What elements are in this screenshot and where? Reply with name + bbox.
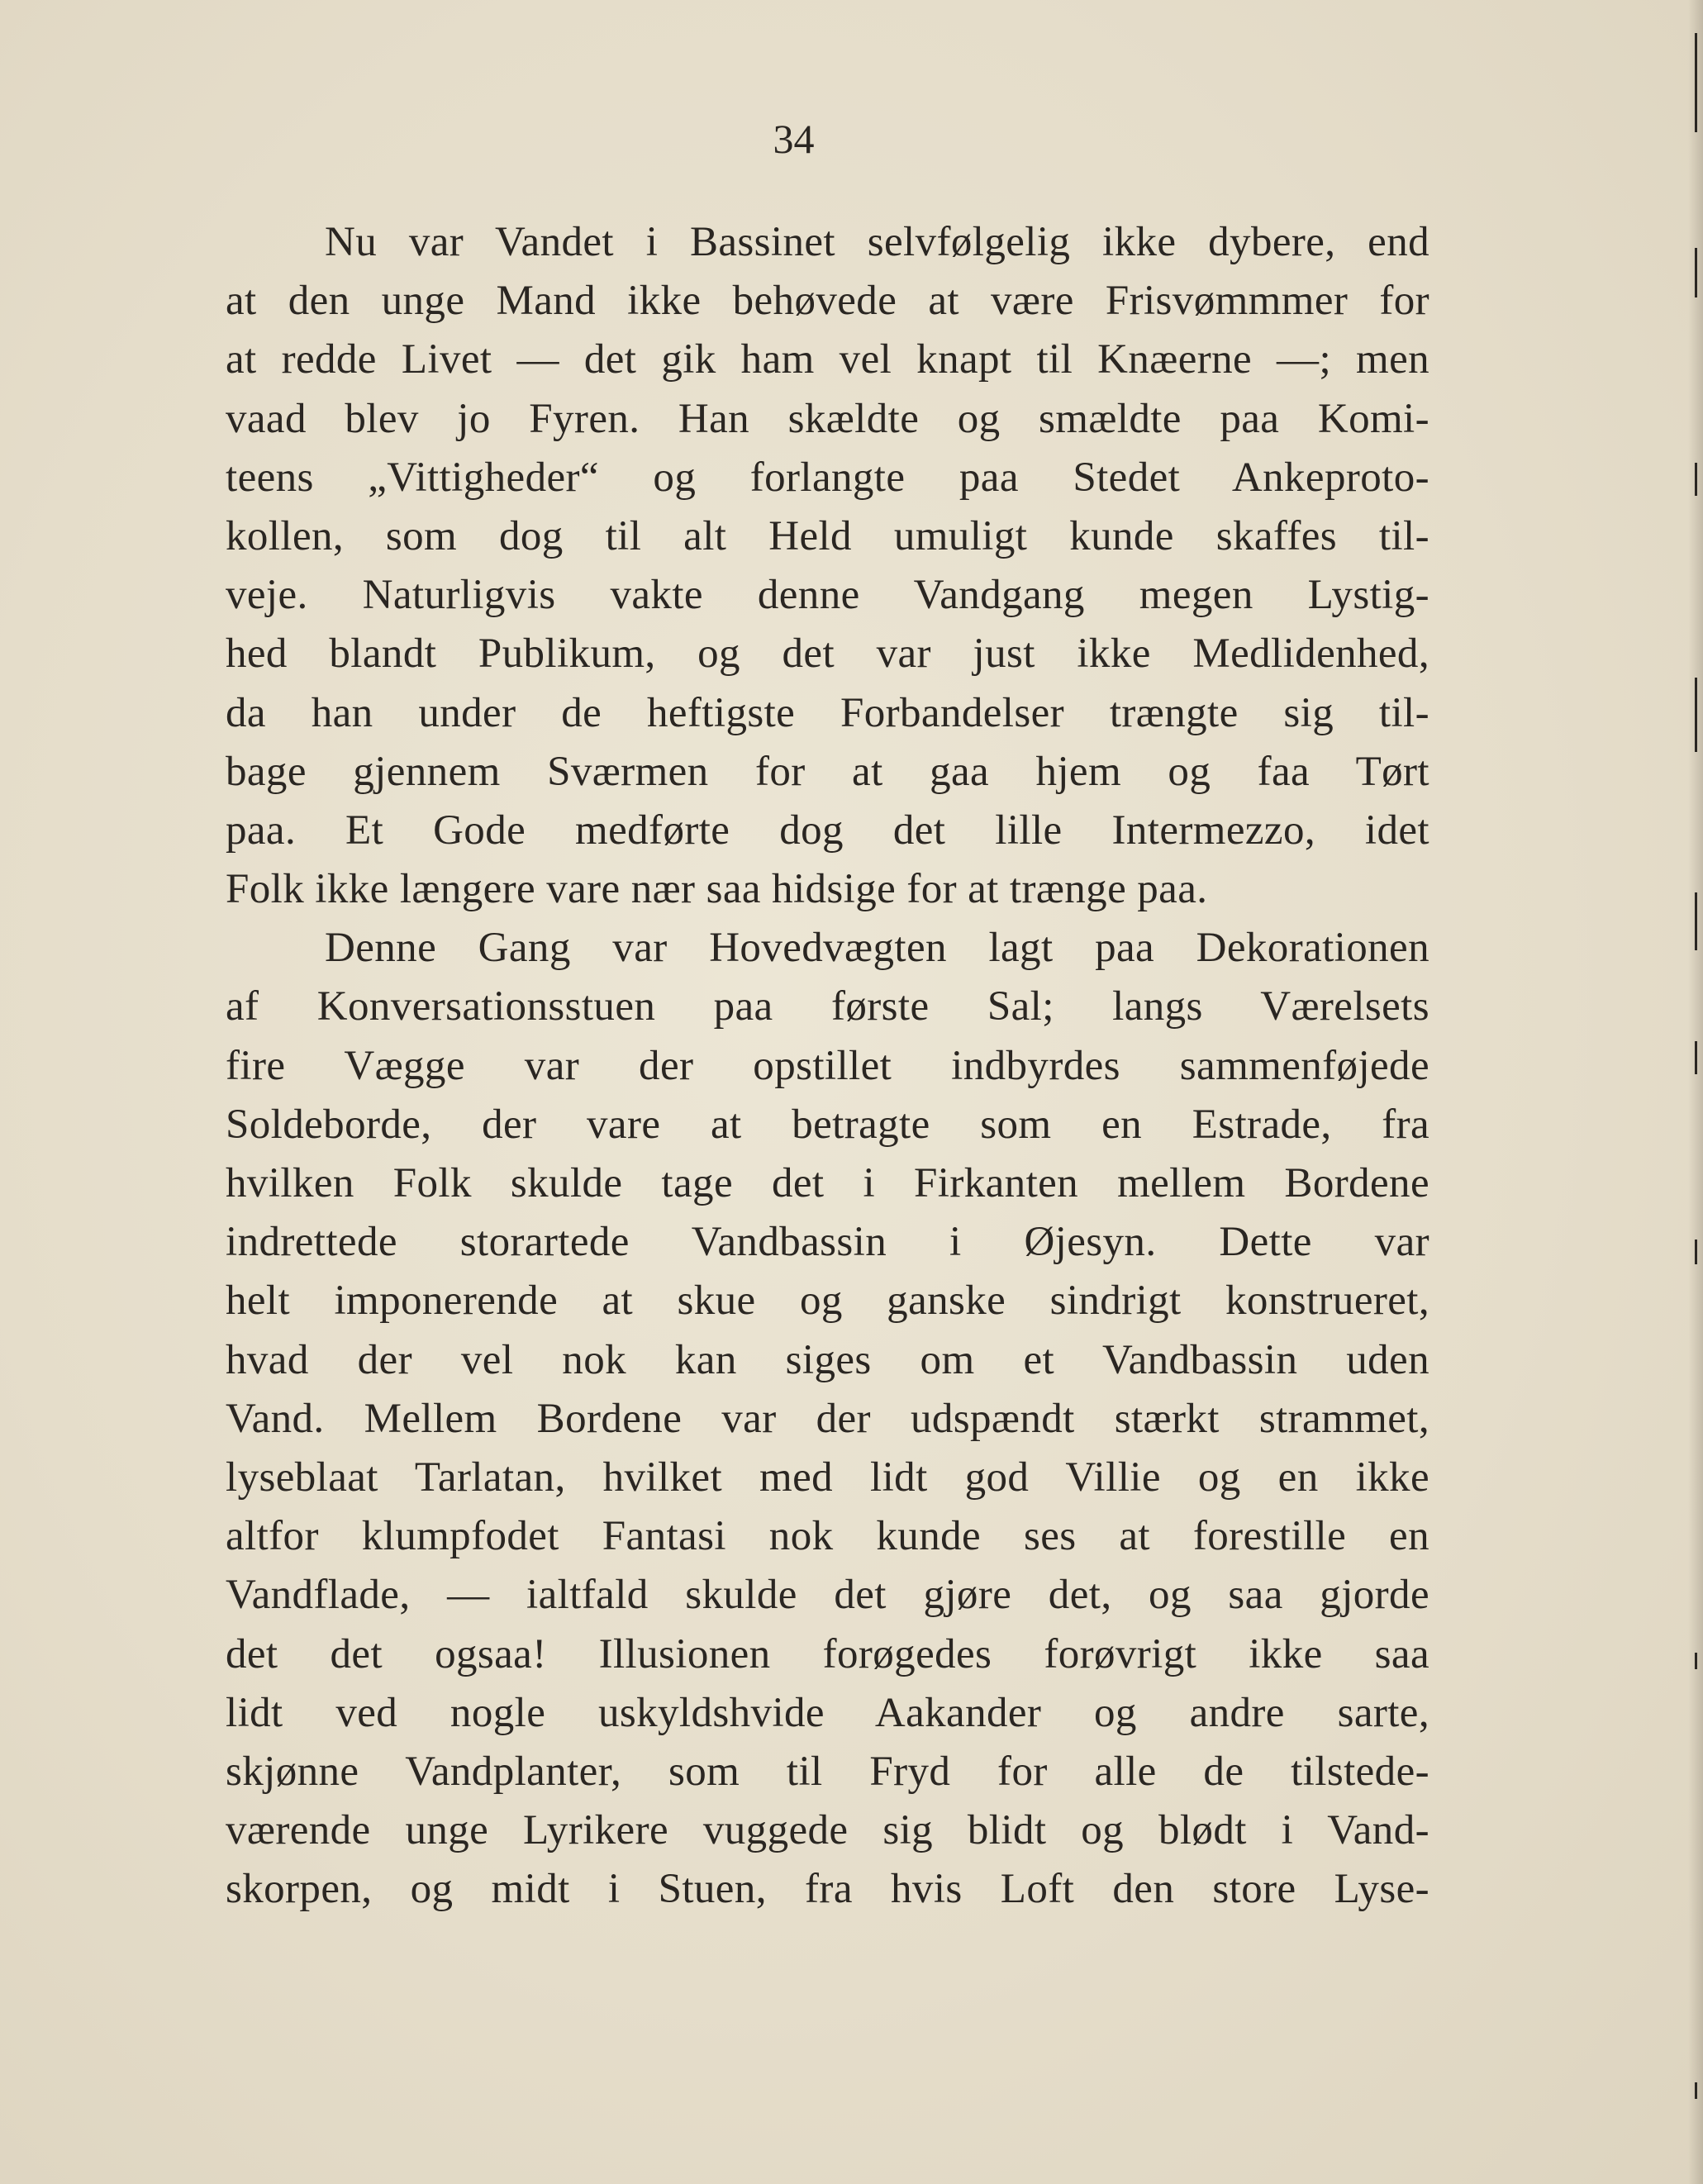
text-line: hvad der vel nok kan siges om et Vandbassin uden [226,1336,1429,1383]
page-number-text: 34 [773,116,815,162]
page-number [0,114,1703,164]
body-text [226,213,1429,1919]
text-line: altfor klumpfodet Fantasi nok kunde ses at forestille en [226,1513,1429,1560]
text-line: Soldeborde, der vare at betragte som en Estrade, fra [226,1101,1429,1148]
text-line: lyseblaat Tarlatan, hvilket med lidt god Villie og en ikke [226,1454,1429,1501]
text-line: paa. Et Gode medførte dog det lille Intermezzo, idet [226,807,1429,854]
text-line: veje. Naturligvis vakte denne Vandgang megen Lystig- [226,572,1429,619]
text-line: vaad blev jo Fyren. Han skældte og smældte paa Komi- [226,395,1429,442]
text-line: Nu var Vandet i Bassinet selvfølgelig ikke dybere, end [325,219,1429,265]
text-line: at redde Livet — det gik ham vel knapt til Knæerne —; men [226,336,1429,383]
text-line: kollen, som dog til alt Held umuligt kunde skaffes til- [226,512,1429,559]
text-line: hed blandt Publikum, og det var just ikke Medlidenhed, [226,630,1429,678]
text-line: teens „Vittigheder“ og forlangte paa Stedet Ankeproto- [226,454,1429,501]
text-line: da han under de heftigste Forbandelser trængte sig til- [226,689,1429,736]
text-line: det det ogsaa! Illusionen forøgedes forøvrigt ikke saa [226,1630,1429,1677]
text-line: fire Vægge var der opstillet indbyrdes sammenføjede [226,1042,1429,1089]
text-line: værende unge Lyrikere vuggede sig blidt og blødt i Vand- [226,1807,1429,1854]
page-edge-marks [1693,33,1700,2148]
text-line: lidt ved nogle uskyldshvide Aakander og andre sarte, [226,1689,1429,1736]
text-line: Denne Gang var Hovedvægten lagt paa Dekorationen [325,925,1429,972]
text-line: at den unge Mand ikke behøvede at være Frisvømmmer for [226,278,1429,325]
text-line: helt imponerende at skue og ganske sindrigt konstrueret, [226,1278,1429,1325]
text-line: Vand. Mellem Bordene var der udspændt stærkt strammet, [226,1395,1429,1442]
text-line: bage gjennem Sværmen for at gaa hjem og faa Tørt [226,748,1429,795]
text-line: skorpen, og midt i Stuen, fra hvis Loft den store Lyse- [226,1866,1429,1913]
text-line: hvilken Folk skulde tage det i Firkanten mellem Bordene [226,1160,1429,1206]
text-line: indrettede storartede Vandbassin i Øjesyn. Dette var [226,1219,1429,1266]
text-line: Vandflade, — ialtfald skulde det gjøre det, og saa gjorde [226,1572,1429,1619]
text-line: Folk ikke længere vare nær saa hidsige for at trænge paa. [226,866,1208,913]
text-line: skjønne Vandplanter, som til Fryd for alle de tilstede- [226,1748,1429,1795]
text-line: af Konversationsstuen paa første Sal; langs Værelsets [226,983,1429,1030]
